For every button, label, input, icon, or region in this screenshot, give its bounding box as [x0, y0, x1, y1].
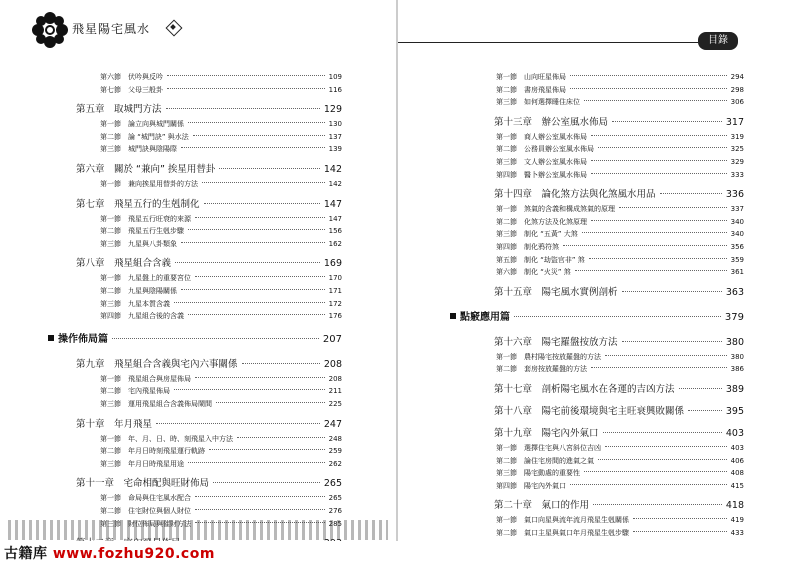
toc-entry-title: 第八章 飛星組合含義	[76, 258, 172, 270]
toc-entry-title: 第四節 九星組合後的含義	[100, 312, 184, 321]
square-bullet-icon	[48, 335, 54, 341]
toc-section-entry	[100, 386, 342, 396]
dot-leader	[242, 363, 320, 364]
toc-section-entry	[100, 132, 342, 142]
dot-leader	[679, 388, 722, 389]
toc-page-number: 306	[730, 98, 744, 107]
toc-page-number: 340	[730, 217, 744, 226]
toc-section-entry	[496, 456, 744, 466]
toc-page-number: 406	[730, 456, 744, 465]
dot-leader	[219, 168, 319, 169]
toc-page-number: 207	[322, 333, 342, 345]
toc-entry-title: 第三節 運用飛星組合含義佈局鬧間	[100, 400, 212, 408]
toc-entry-title: 第十章 年月飛星	[76, 418, 153, 430]
toc-part-entry	[48, 330, 342, 345]
dot-leader	[605, 355, 727, 356]
toc-section-entry	[496, 443, 744, 453]
dot-leader	[188, 229, 325, 230]
dot-leader	[688, 410, 722, 411]
toc-page-number: 142	[323, 164, 342, 175]
toc-section-entry	[496, 481, 744, 491]
toc-page-number: 380	[730, 352, 744, 361]
toc-section-entry	[496, 267, 744, 277]
toc-chapter-entry	[76, 255, 342, 269]
dot-leader	[633, 518, 727, 519]
toc-page-number: 325	[730, 145, 744, 154]
toc-section-entry	[100, 493, 342, 503]
toc-entry-title: 第十七章 剖析陽宅風水在各運的吉凶方法	[494, 384, 675, 395]
toc-page-number: 433	[730, 529, 744, 537]
toc-part-entry	[450, 308, 744, 323]
toc-page-number: 262	[328, 459, 342, 468]
toc-chapter-entry	[76, 356, 342, 370]
toc-entry-title: 第一節 農村陽宅按放羅盤的方法	[496, 352, 601, 361]
toc-section-entry	[496, 72, 744, 82]
toc-entry-title: 第一節 命局與住宅風水配合	[100, 494, 191, 503]
toc-chapter-entry	[494, 381, 744, 395]
toc-entry-title: 第十三章 辦公室風水佈局	[494, 116, 609, 128]
toc-entry-title: 第三節 九星本質含義	[100, 299, 170, 308]
dot-leader	[622, 341, 722, 342]
toc-entry-title: 第十九章 陽宅內外氣口	[494, 428, 599, 439]
dot-leader	[591, 160, 727, 161]
dot-leader	[188, 462, 325, 463]
dot-leader	[188, 122, 325, 123]
toc-section-entry	[496, 217, 744, 227]
toc-entry-title: 第三節 九星與八卦類象	[100, 239, 177, 248]
toc-section-entry	[496, 85, 744, 95]
toc-chapter-entry	[76, 475, 342, 489]
dot-leader	[195, 496, 325, 497]
toc-page-number: 389	[725, 384, 744, 395]
toc-page-number: 130	[328, 120, 342, 129]
toc-page-number: 208	[323, 358, 342, 370]
toc-page-number: 415	[730, 481, 744, 490]
dot-leader	[591, 367, 727, 368]
dot-leader	[612, 121, 722, 122]
flower-ornament-icon	[28, 8, 72, 52]
toc-entry-title: 第二十章 氣口的作用	[494, 500, 590, 512]
left-page	[0, 0, 396, 561]
toc-page-number: 317	[725, 116, 744, 128]
toc-chapter-entry	[494, 114, 744, 128]
toc-entry-title: 第十六章 陽宅羅盤按放方法	[494, 336, 618, 348]
toc-entry-title: 第二節 論 “城門訣” 與水法	[100, 132, 189, 141]
dot-leader	[216, 402, 325, 403]
toc-page-number: 265	[323, 478, 342, 490]
dot-leader	[195, 276, 325, 277]
header-rule	[398, 42, 698, 43]
dot-leader	[181, 147, 325, 148]
toc-entry-title: 第十一章 宅命相配與旺財佈局	[76, 478, 210, 490]
toc-page-number: 298	[730, 85, 744, 94]
dot-leader	[570, 75, 727, 76]
toc-entry-title: 第四節 陽宅內外氣口	[496, 481, 566, 490]
toc-chapter-entry	[494, 284, 744, 298]
toc-page-number: 259	[328, 447, 342, 456]
dot-leader	[202, 182, 325, 183]
watermark	[4, 543, 215, 563]
toc-entry-title: 第一節 飛星組合與房屋佈局	[100, 374, 191, 383]
dot-leader	[514, 316, 721, 317]
toc-entry-title: 第一節 兼向挨星用替卦的方法	[100, 180, 198, 188]
toc-page-number: 265	[328, 494, 342, 503]
toc-page-number: 137	[328, 132, 342, 141]
toc-chapter-entry	[494, 403, 744, 417]
toc-entry-title: 第六節 伏吟與反吟	[100, 73, 163, 81]
toc-section-entry	[100, 299, 342, 309]
toc-section-entry	[496, 229, 744, 239]
toc-page-number: 176	[328, 312, 342, 321]
toc-chapter-entry	[76, 196, 342, 210]
watermark-url: www.fozhu920.com	[52, 546, 215, 562]
toc-page-number: 329	[730, 158, 744, 166]
toc-entry-title: 操作佈局篇	[58, 333, 108, 345]
toc-entry-title: 第一節 商人辦公室風水佈局	[496, 132, 587, 141]
dot-leader	[195, 217, 325, 218]
toc-entry-title: 第三節 如何選擇睡住床位	[496, 98, 580, 107]
toc-entry-title: 第二節 氣口主星與氣口年月飛星生剋步驟	[496, 529, 629, 537]
toc-page-number: 156	[328, 227, 342, 236]
toc-entry-title: 第二節 公務員辦公室風水佈局	[496, 145, 594, 154]
toc-entry-title: 第十八章 陽宅前後環境與宅主旺衰興敗關係	[494, 406, 685, 417]
toc-section-entry	[496, 255, 744, 265]
toc-section-entry	[100, 85, 342, 95]
dot-leader	[188, 314, 325, 315]
toc-entry-title: 第六節 制化 “火災” 煞	[496, 268, 571, 277]
toc-section-entry	[100, 311, 342, 321]
toc-page-number: 285	[328, 519, 342, 528]
toc-chapter-entry	[494, 425, 744, 439]
toc-entry-title: 第二節 論住宅房間的進氣之氣	[496, 456, 594, 465]
dot-leader	[603, 432, 722, 433]
watermark-site-name: 古籍库	[4, 546, 48, 562]
toc-page-number: 418	[725, 500, 744, 512]
toc-page-number: 403	[725, 428, 744, 439]
toc-chapter-entry	[494, 186, 744, 200]
dot-leader	[175, 262, 320, 263]
toc-entry-title: 第七節 父母三般卦	[100, 85, 163, 94]
toc-entry-title: 第二節 住宅財位與個人財位	[100, 507, 191, 515]
dot-leader	[575, 270, 727, 271]
toc-entry-title: 第九章 飛星組合含義與宅內六事關係	[76, 358, 238, 370]
toc-entry-title: 第二節 化煞方法及化煞原理	[496, 217, 587, 226]
toc-page-number: 247	[323, 418, 342, 430]
toc-section-entry	[100, 179, 342, 189]
toc-section-entry	[100, 459, 342, 469]
toc-page-number: 337	[730, 205, 744, 214]
toc-page-number: 333	[730, 170, 744, 179]
toc-page-number: 170	[328, 274, 342, 283]
toc-entry-title: 第一節 飛星五行旺衰的來源	[100, 214, 191, 223]
toc-section-entry	[100, 226, 342, 236]
dot-leader	[622, 291, 722, 292]
dot-leader	[605, 446, 727, 447]
dot-leader	[584, 100, 727, 101]
toc-entry-title: 第七章 飛星五行的生剋制化	[76, 198, 200, 210]
toc-entry-title: 第三節 財位佈局與催財方法	[100, 519, 191, 528]
dot-leader	[167, 88, 325, 89]
toc-page-number: 109	[328, 73, 342, 81]
toc-section-entry	[100, 506, 342, 516]
toc-page-number: 225	[328, 400, 342, 408]
toc-page-number: 319	[730, 132, 744, 141]
toc-section-entry	[496, 352, 744, 362]
toc-page-number: 359	[730, 255, 744, 264]
toc-page-number: 336	[725, 189, 744, 201]
dot-leader	[209, 449, 325, 450]
dot-leader	[570, 484, 727, 485]
toc-chapter-entry	[76, 101, 342, 115]
toc-entry-title: 第一節 煞氣的含義和構成煞氣的原理	[496, 205, 615, 214]
dot-leader	[563, 245, 727, 246]
toc-section-entry	[100, 286, 342, 296]
dot-leader	[570, 88, 727, 89]
toc-entry-title: 第三節 制化 “五黃” 大煞	[496, 230, 578, 239]
toc-section-entry	[100, 214, 342, 224]
decorative-border	[8, 520, 388, 540]
dot-leader	[174, 389, 325, 390]
dot-leader	[193, 135, 325, 136]
toc-entry-title: 第十四章 論化煞方法與化煞風水用品	[494, 189, 656, 201]
toc-section-entry	[496, 97, 744, 107]
toc-section-entry	[100, 144, 342, 154]
dot-leader	[584, 471, 727, 472]
toc-entry-title: 第一節 論立向與城門關係	[100, 120, 184, 129]
dot-leader	[174, 302, 325, 303]
dot-leader	[181, 242, 325, 243]
dot-leader	[195, 377, 325, 378]
toc-section-entry	[496, 468, 744, 478]
toc-page-number: 116	[328, 85, 342, 94]
toc-entry-title: 第二節 書房飛星佈局	[496, 85, 566, 94]
dot-leader	[156, 423, 320, 424]
right-page	[398, 0, 793, 561]
toc-section-entry	[496, 528, 744, 538]
toc-page-number: 147	[328, 214, 342, 223]
toc-entry-title: 第一節 九星盤上的重要宮位	[100, 274, 191, 283]
toc-chapter-entry	[494, 334, 744, 348]
toc-section-entry	[496, 242, 744, 252]
toc-page-number: 408	[730, 469, 744, 478]
toc-page-number: 162	[328, 239, 342, 248]
toc-entry-title: 第二節 套房按放羅盤的方法	[496, 365, 587, 374]
toc-entry-title: 第三節 年月日時飛星用途	[100, 459, 184, 468]
toc-chapter-entry	[76, 161, 342, 175]
dot-leader	[660, 193, 722, 194]
toc-entry-title: 第三節 城門訣與陰陽際	[100, 145, 177, 154]
toc-entry-title: 第五章 取城門方法	[76, 104, 162, 116]
page-header	[10, 6, 390, 46]
toc-section-entry	[100, 119, 342, 129]
dot-leader	[582, 232, 727, 233]
dot-leader	[237, 437, 325, 438]
dot-leader	[619, 207, 727, 208]
toc-page-number: 171	[328, 287, 342, 295]
toc-entry-title: 第一節 年、月、日、時、刻飛星入中方法	[100, 434, 233, 443]
toc-page-number: 361	[730, 268, 744, 277]
toc-page-number: 395	[725, 406, 744, 417]
dot-leader	[591, 135, 727, 136]
toc-section-entry	[100, 273, 342, 283]
toc-entry-title: 第二節 九星與陰陽關係	[100, 287, 177, 295]
toc-section-entry	[100, 72, 342, 82]
toc-page-number: 380	[725, 336, 744, 348]
toc-section-entry	[100, 374, 342, 384]
square-bullet-icon	[450, 313, 456, 319]
toc-entry-title: 第二節 飛星五行生剋步驟	[100, 227, 184, 236]
dot-leader	[204, 203, 320, 204]
toc-page-number: 172	[328, 299, 342, 308]
dot-leader	[589, 258, 727, 259]
toc-page-number: 248	[328, 434, 342, 443]
toc-entry-title: 第一節 選擇住宅與八宮斜位吉凶	[496, 444, 601, 452]
dot-leader	[598, 147, 727, 148]
toc-entry-title: 第十五章 陽宅風水實例剖析	[494, 286, 618, 298]
toc-section-entry	[496, 364, 744, 374]
dot-leader	[112, 338, 319, 339]
toc-page-number: 340	[730, 230, 744, 239]
toc-entry-title: 第三節 文人辦公室風水佈局	[496, 158, 587, 166]
toc-section-entry	[496, 144, 744, 154]
toc-page-number: 276	[328, 507, 342, 515]
toc-entry-title: 第六章 關於 “兼向” 挨星用替卦	[76, 164, 216, 175]
dot-leader	[181, 289, 325, 290]
toc-page-number: 129	[323, 104, 342, 116]
toc-chapter-entry	[494, 497, 744, 511]
toc-chapter-entry	[76, 416, 342, 430]
toc-page-number: 379	[724, 311, 744, 323]
dot-leader	[591, 173, 727, 174]
dot-leader	[195, 509, 325, 510]
toc-page-number: 169	[323, 258, 342, 270]
toc-page-number: 386	[730, 365, 744, 374]
dot-leader	[213, 482, 320, 483]
contents-tab: 目錄	[698, 32, 738, 50]
toc-page-number: 142	[328, 180, 342, 188]
toc-page-number: 419	[730, 516, 744, 525]
dot-leader	[593, 504, 722, 505]
toc-page-number: 208	[328, 374, 342, 383]
toc-section-entry	[100, 399, 342, 409]
toc-entry-title: 第一節 山向旺星佈局	[496, 73, 566, 81]
toc-entry-title: 第四節 制化鸦符煞	[496, 243, 559, 251]
toc-section-entry	[496, 157, 744, 167]
toc-page-number: 294	[730, 73, 744, 81]
toc-entry-title: 點竅應用篇	[460, 311, 510, 323]
toc-entry-title: 第五節 制化 “劫盜官非” 煞	[496, 255, 585, 264]
toc-entry-title: 第二節 年月日時刻飛星運行軌跡	[100, 447, 205, 456]
toc-entry-title: 第四節 醫卜辦公室風水佈局	[496, 170, 587, 179]
toc-section-entry	[496, 204, 744, 214]
toc-page-number: 139	[328, 145, 342, 154]
toc-section-entry	[496, 515, 744, 525]
toc-section-entry	[496, 132, 744, 142]
toc-section-entry	[496, 170, 744, 180]
toc-page-number: 147	[323, 198, 342, 210]
book-title: 飛星陽宅風水	[72, 22, 151, 36]
toc-entry-title: 第三節 陽宅動處的重要性	[496, 469, 580, 478]
toc-section-entry	[100, 434, 342, 444]
toc-page-number: 403	[730, 444, 744, 452]
toc-page-number: 211	[328, 387, 342, 396]
dot-leader	[166, 108, 320, 109]
toc-entry-title: 第二節 宅內飛星佈局	[100, 387, 170, 396]
toc-section-entry	[100, 446, 342, 456]
dot-leader	[633, 531, 727, 532]
toc-page-number: 356	[730, 243, 744, 251]
toc-page-number: 363	[725, 286, 744, 298]
toc-section-entry	[100, 239, 342, 249]
toc-entry-title: 第一節 氣口向星與流年流月飛星生剋關係	[496, 516, 629, 525]
dot-leader	[591, 220, 727, 221]
dot-leader	[167, 75, 325, 76]
dot-leader	[598, 459, 727, 460]
